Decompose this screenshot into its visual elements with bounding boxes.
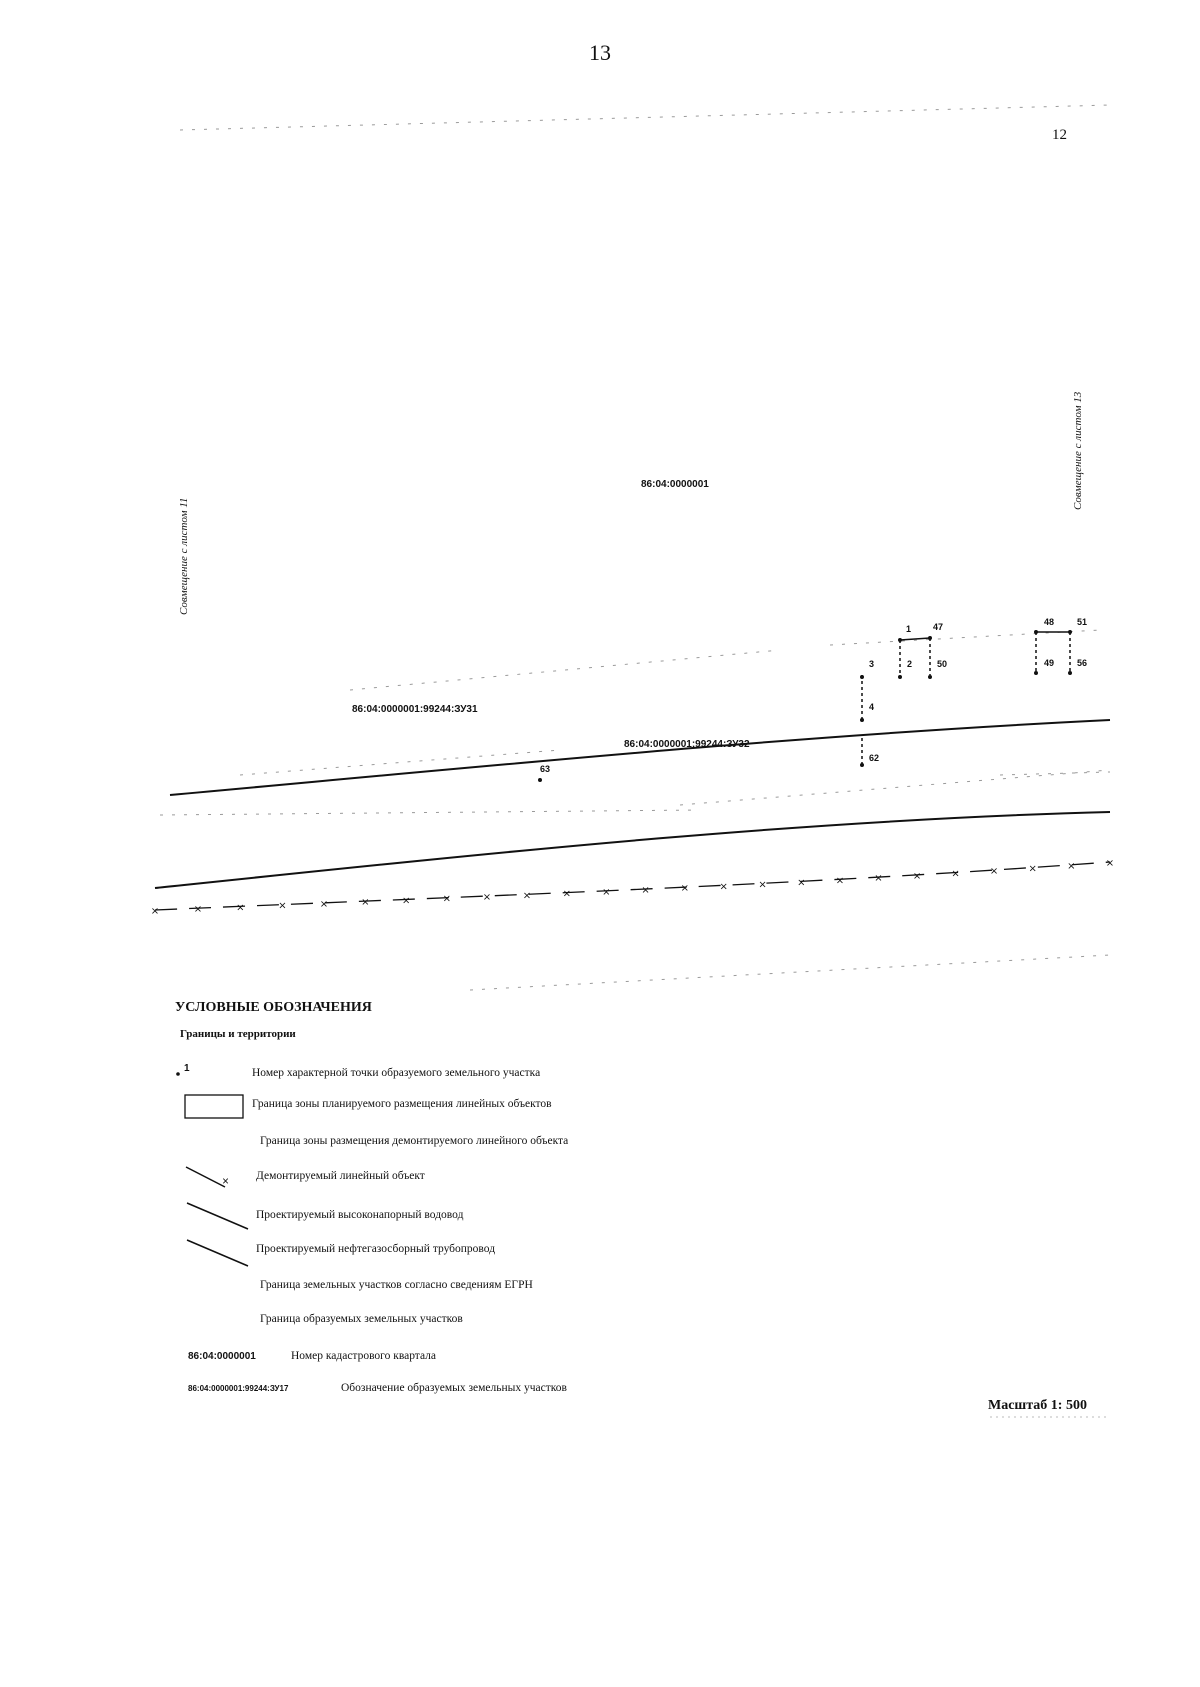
point-label-4: 4 (869, 702, 875, 712)
dismantled-x-marker: × (797, 877, 806, 889)
map-scale: Масштаб 1: 500 (988, 1398, 1087, 1413)
legend-quarter-code: 86:04:0000001 (188, 1351, 256, 1362)
legend-quarter-desc: Номер кадастрового квартала (291, 1350, 437, 1362)
dismantled-x-marker: × (278, 900, 287, 912)
dismantled-x-marker: × (641, 885, 650, 896)
legend-item-dismantled-object: Демонтируемый линейный объект (256, 1170, 425, 1182)
legend-parcel-desc: Обозначение образуемых земельных участков (341, 1382, 567, 1394)
dismantled-x-marker: × (602, 886, 611, 898)
page-number: 13 (589, 40, 611, 65)
point-label-56: 56 (1077, 658, 1088, 668)
dismantled-x-marker: × (442, 893, 451, 905)
parcel-label-zu32: 86:04:0000001:99244:ЗУ32 (624, 739, 750, 750)
dismantled-x-marker: × (361, 897, 370, 909)
egrn-boundary-lines (160, 105, 1110, 990)
point-label-1: 1 (906, 624, 912, 634)
legend-sample-point-label: 1 (184, 1063, 190, 1074)
dismantled-x-marker: × (680, 883, 689, 895)
legend-dismantled-x-icon: × (222, 1176, 229, 1188)
cadastral-quarter-label: 86:04:0000001 (641, 479, 709, 490)
point-label-48: 48 (1044, 617, 1055, 627)
dismantled-x-marker: × (951, 868, 960, 880)
dismantled-x-marker: × (150, 906, 160, 917)
point-label-47: 47 (933, 622, 944, 632)
legend-item-oil-gas-pipeline: Проектируемый нефтегазосборный трубопровод (256, 1243, 496, 1255)
point-label-2: 2 (907, 659, 913, 669)
legend-title: УСЛОВНЫЕ ОБОЗНАЧЕНИЯ (175, 1000, 372, 1015)
legend-planned-zone-swatch (185, 1095, 243, 1118)
dismantled-x-marker: × (193, 904, 203, 916)
legend-water-pipeline-swatch (187, 1203, 248, 1229)
dismantled-x-marker: × (402, 895, 411, 907)
new-parcels-boundary (862, 632, 1070, 765)
dismantled-x-marker: × (874, 873, 883, 885)
legend-dismantled-swatch (186, 1167, 225, 1187)
point-label-49: 49 (1044, 658, 1055, 668)
point-label-50: 50 (937, 659, 948, 669)
point-label-63: 63 (540, 764, 551, 774)
point-label-3: 3 (869, 659, 875, 669)
dismantled-x-marker: × (1067, 860, 1076, 872)
legend-item-planned-zone: Граница зоны планируемого размещения линейных объектов (252, 1098, 552, 1110)
legend-parcel-code: 86:04:0000001:99244:ЗУ17 (188, 1384, 289, 1393)
dismantled-x-marker: × (482, 892, 492, 903)
dismantled-x-marker: × (319, 898, 329, 910)
match-line-left-label: Совмещение с листом 11 (178, 497, 190, 615)
legend-item-new-parcels-boundary: Граница образуемых земельных участков (260, 1313, 463, 1325)
dismantled-x-marker: × (562, 888, 571, 900)
dismantled-x-marker: × (835, 875, 845, 887)
point-label-62: 62 (869, 753, 880, 763)
dismantled-x-marker: × (1105, 858, 1115, 869)
dismantled-x-marker: × (1028, 863, 1037, 875)
dismantled-x-marker: × (758, 879, 767, 891)
point-label-51: 51 (1077, 617, 1088, 627)
dismantled-x-marker: × (522, 890, 532, 902)
dismantled-x-marker: × (719, 881, 728, 893)
dismantled-x-marker: × (989, 866, 999, 878)
sheet-number: 12 (1052, 127, 1067, 143)
legend-item-egrn-boundary: Граница земельных участков согласно сведениям ЕГРН (260, 1279, 533, 1291)
dismantled-linear-object (155, 862, 1110, 910)
parcel-label-zu31: 86:04:0000001:99244:ЗУ31 (352, 704, 478, 715)
match-line-right-label: Совмещение с листом 13 (1072, 391, 1084, 510)
dismantled-x-marker: × (236, 902, 245, 914)
characteristic-points (538, 630, 1072, 782)
legend-subtitle: Границы и территории (180, 1028, 296, 1040)
legend-oil-pipeline-swatch (187, 1240, 248, 1266)
legend-item-dismantled-zone: Граница зоны размещения демонтируемого линейного объекта (260, 1135, 569, 1147)
legend-item-water-pipeline: Проектируемый высоконапорный водовод (256, 1209, 464, 1221)
dismantled-x-marker: × (912, 870, 922, 882)
dismantled-object-markers (151, 858, 1114, 917)
legend-item-point-number: Номер характерной точки образуемого земельного участка (252, 1067, 541, 1079)
